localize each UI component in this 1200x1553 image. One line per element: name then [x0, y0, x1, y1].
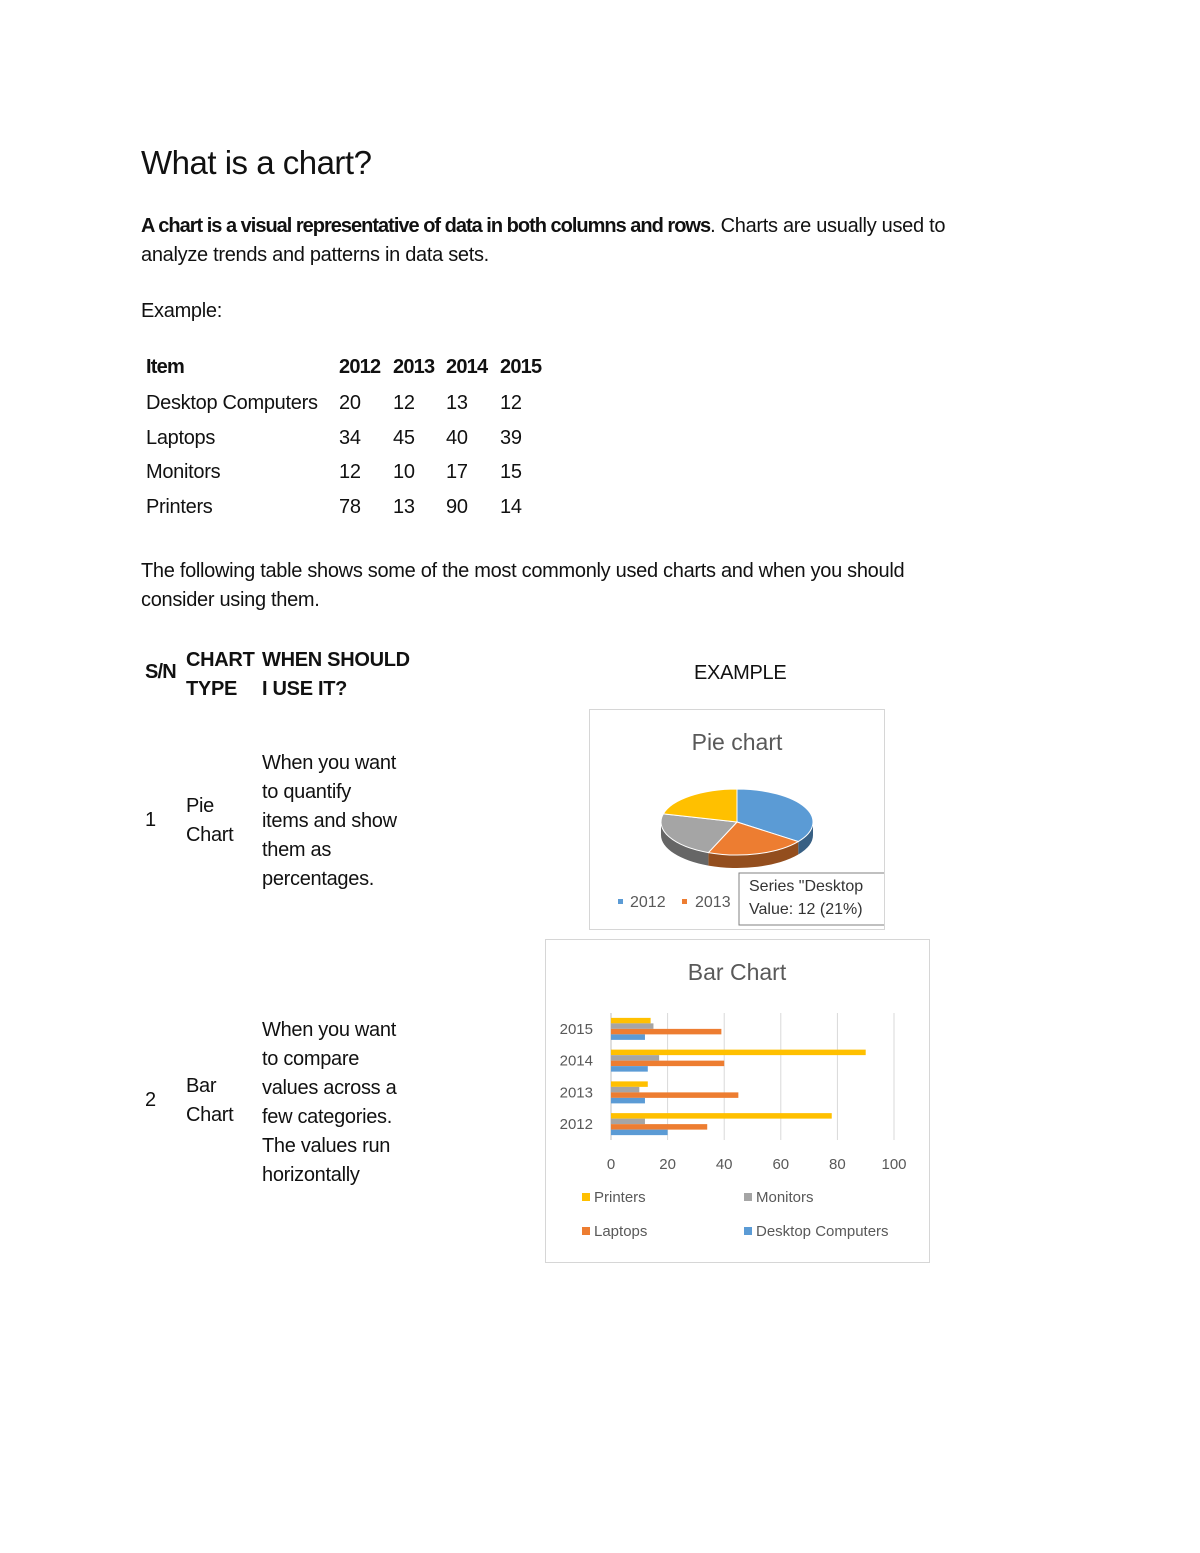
bar-desktop-computers-2013 [611, 1098, 645, 1104]
table-cell: 78 [339, 496, 361, 518]
pie-chart-svg [590, 710, 884, 929]
row-when-line: items and show [262, 810, 397, 832]
pie-tooltip [739, 873, 884, 925]
bar-laptops-2013 [611, 1092, 738, 1098]
header-chart-type [186, 646, 255, 704]
legend-swatch [582, 1193, 590, 1201]
x-tick-label: 80 [829, 1156, 846, 1173]
header-when [262, 646, 410, 704]
row-when-line: When you want [262, 1019, 396, 1041]
bar-chart-image [545, 939, 930, 1263]
table-cell: Desktop Computers [146, 392, 318, 414]
data-table [146, 356, 566, 536]
y-tick-label: 2014 [559, 1052, 593, 1070]
row-when-line: to compare [262, 1048, 360, 1070]
pie-legend [618, 894, 731, 911]
table-cell: 12 [339, 461, 361, 483]
row-chart-type-line1: Pie [186, 795, 215, 817]
intro-bold-text: A chart is a visual representative of data in both columns and rows [141, 215, 711, 237]
x-tick-label: 20 [659, 1156, 676, 1173]
row-sn: 1 [145, 809, 156, 831]
legend-label: Monitors [756, 1189, 814, 1206]
y-tick-label: 2013 [559, 1084, 593, 1102]
row-chart-type [186, 792, 233, 850]
row-when [262, 749, 397, 894]
row-when [262, 1016, 396, 1190]
table-cell: 12 [500, 392, 522, 414]
bar-bars [611, 1018, 866, 1135]
header-sn: S/N [145, 661, 176, 683]
bar-printers-2012 [611, 1113, 832, 1119]
x-tick-label: 60 [772, 1156, 790, 1173]
row-when-line: them as [262, 839, 332, 861]
header-chart-type-line1: CHART [186, 649, 255, 671]
row-sn: 2 [145, 1089, 156, 1111]
bar-monitors-2012 [611, 1119, 645, 1125]
row-when-line: to quantify [262, 781, 351, 803]
intro-line-2: analyze trends and patterns in data sets. [141, 244, 489, 266]
legend-swatch-2012 [618, 899, 623, 904]
row-when-line: values across a [262, 1077, 397, 1099]
row-when-line: few categories. [262, 1106, 393, 1128]
x-tick-label: 100 [881, 1156, 907, 1173]
bar-desktop-computers-2014 [611, 1066, 648, 1072]
pie-slices [661, 789, 813, 868]
table-cell: 10 [393, 461, 415, 483]
legend-swatch [744, 1193, 752, 1201]
pie-chart-image [589, 709, 885, 930]
legend-label: Desktop Computers [756, 1223, 889, 1240]
bar-x-labels [607, 1156, 907, 1173]
page-title: What is a chart? [141, 144, 372, 181]
table-cell: 13 [446, 392, 468, 414]
bar-laptops-2012 [611, 1124, 707, 1130]
bar-monitors-2015 [611, 1023, 653, 1029]
bar-desktop-computers-2015 [611, 1034, 645, 1040]
row-when-line: horizontally [262, 1164, 360, 1186]
y-tick-label: 2012 [559, 1116, 593, 1134]
table-cell: 12 [393, 392, 415, 414]
pie-legend-label: 2012 [630, 894, 666, 911]
table-header-2014: 2014 [446, 356, 488, 378]
intro-paragraph [141, 212, 1041, 270]
header-when-line1: WHEN SHOULD [262, 649, 410, 671]
bar-printers-2015 [611, 1018, 651, 1024]
table-cell: 34 [339, 427, 361, 449]
bar-printers-2013 [611, 1081, 648, 1087]
legend-label: Laptops [594, 1223, 648, 1240]
legend-label: Printers [594, 1189, 646, 1206]
table-cell: 40 [446, 427, 468, 449]
table-header-2012: 2012 [339, 356, 381, 378]
example-label: Example: [141, 300, 222, 322]
pie-legend-label: 2013 [695, 894, 731, 911]
bar-printers-2014 [611, 1050, 866, 1056]
bar-laptops-2015 [611, 1029, 721, 1035]
legend-swatch [582, 1227, 590, 1235]
table-cell: Laptops [146, 427, 216, 449]
tooltip-line-1: Series "Desktop [749, 878, 864, 895]
legend-swatch-2013 [682, 899, 687, 904]
table-cell: 13 [393, 496, 415, 518]
table-header-item: Item [146, 356, 184, 378]
bar-monitors-2013 [611, 1087, 639, 1093]
table-header-2013: 2013 [393, 356, 435, 378]
row-chart-type-line1: Bar [186, 1075, 217, 1097]
following-line-2: consider using them. [141, 589, 320, 611]
y-tick-label: 2015 [559, 1020, 593, 1038]
bar-laptops-2014 [611, 1061, 724, 1067]
following-line-1: The following table shows some of the most commonly used charts and when you should [141, 560, 905, 582]
table-cell: 15 [500, 461, 522, 483]
row-chart-type-line2: Chart [186, 1104, 234, 1126]
pie-chart-title: Pie chart [691, 729, 783, 755]
bar-y-labels [560, 1021, 593, 1133]
header-when-line2: I USE IT? [262, 678, 348, 700]
row-when-line: percentages. [262, 868, 375, 890]
tooltip-line-2: Value: 12 (21%) [749, 901, 863, 918]
table-cell: 14 [500, 496, 522, 518]
table-cell: 45 [393, 427, 415, 449]
table-cell: 20 [339, 392, 361, 414]
bar-chart-svg [546, 940, 929, 1262]
table-header-2015: 2015 [500, 356, 542, 378]
row-chart-type [186, 1072, 233, 1130]
legend-swatch [744, 1227, 752, 1235]
intro-rest-text: . Charts are usually used to [710, 215, 946, 237]
following-paragraph [141, 557, 1041, 615]
bar-monitors-2014 [611, 1055, 659, 1061]
table-cell: 90 [446, 496, 468, 518]
x-tick-label: 40 [715, 1156, 733, 1173]
header-example: EXAMPLE [694, 662, 787, 684]
table-cell: 39 [500, 427, 522, 449]
table-cell: Monitors [146, 461, 221, 483]
row-when-line: The values run [262, 1135, 391, 1157]
table-cell: Printers [146, 496, 213, 518]
bar-chart-title: Bar Chart [687, 959, 787, 985]
table-cell: 17 [446, 461, 468, 483]
row-when-line: When you want [262, 752, 396, 774]
x-tick-label: 0 [606, 1156, 616, 1173]
bar-legend [582, 1189, 889, 1240]
header-chart-type-line2: TYPE [186, 678, 238, 700]
bar-desktop-computers-2012 [611, 1130, 668, 1136]
row-chart-type-line2: Chart [186, 824, 234, 846]
